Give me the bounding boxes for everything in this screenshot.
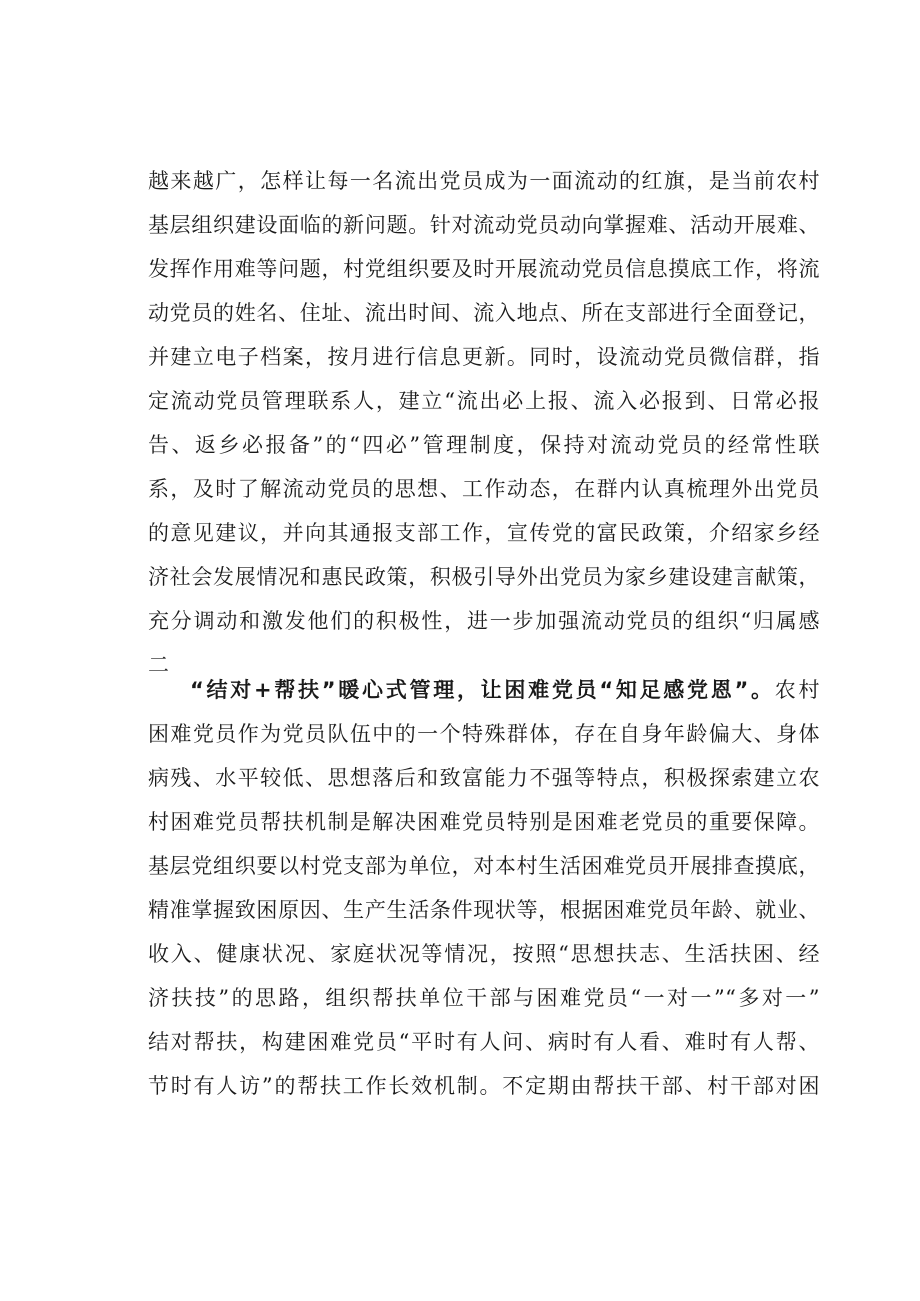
text-line: 定流动党员管理联系人，建立“流出必上报、流入必报到、日常必报 <box>148 389 820 413</box>
text-line: 基层党组织要以村党支部为单位，对本村生活困难党员开展排查摸底， <box>148 854 820 878</box>
text-line: 并建立电子档案，按月进行信息更新。同时，设流动党员微信群，指 <box>148 345 820 369</box>
text-line: 收入、健康状况、家庭状况等情况，按照“思想扶志、生活扶困、经 <box>148 942 820 966</box>
paragraph-first-line <box>190 668 820 712</box>
text-line: 村困难党员帮扶机制是解决困难党员特别是困难老党员的重要保障。 <box>148 810 820 834</box>
text-line: 困难党员作为党员队伍中的一个特殊群体，存在自身年龄偏大、身体 <box>148 722 820 746</box>
paragraph-heading: “结对+帮扶”暖心式管理，让困难党员“知足感党恩”。 <box>190 678 775 702</box>
text-line: 济社会发展情况和惠民政策，积极引导外出党员为家乡建设建言献策， <box>148 565 820 589</box>
text-line: 结对帮扶，构建困难党员“平时有人问、病时有人看、难时有人帮、 <box>148 1030 820 1054</box>
text-line: 节时有人访”的帮扶工作长效机制。不定期由帮扶干部、村干部对困 <box>148 1074 820 1098</box>
heading-tail-text: 农村 <box>774 678 820 702</box>
text-line: 告、返乡必报备”的“四必”管理制度，保持对流动党员的经常性联 <box>148 433 820 457</box>
text-line: 济扶技”的思路，组织帮扶单位干部与困难党员“一对一”“多对一” <box>148 986 820 1010</box>
text-line: 系，及时了解流动党员的思想、工作动态，在群内认真梳理外出党员 <box>148 477 820 501</box>
text-line: 病残、水平较低、思想落后和致富能力不强等特点，积极探索建立农 <box>148 766 820 790</box>
text-line: 发挥作用难等问题，村党组织要及时开展流动党员信息摸底工作，将流 <box>148 257 820 281</box>
text-line: 精准掌握致困原因、生产生活条件现状等，根据困难党员年龄、就业、 <box>148 898 820 922</box>
text-line: 越来越广，怎样让每一名流出党员成为一面流动的红旗，是当前农村 <box>148 169 820 193</box>
text-line: 基层组织建设面临的新问题。针对流动党员动向掌握难、活动开展难、 <box>148 213 820 237</box>
text-line: 的意见建议，并向其通报支部工作，宣传党的富民政策，介绍家乡经 <box>148 521 820 545</box>
text-line: 动党员的姓名、住址、流出时间、流入地点、所在支部进行全面登记， <box>148 301 820 325</box>
text-line: 二 <box>148 653 170 677</box>
text-line: 充分调动和激发他们的积极性，进一步加强流动党员的组织“归属感 <box>148 609 820 633</box>
